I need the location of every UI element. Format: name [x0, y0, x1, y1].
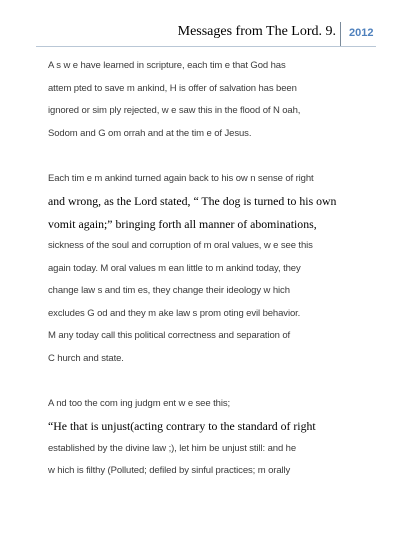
paragraph-gap [48, 370, 378, 393]
text-line: A s w e have learned in scripture, each tim e that God has [48, 60, 286, 71]
header-title: Messages from The Lord. 9. [177, 24, 336, 39]
text-line: Sodom and G om orrah and at the tim e of Jesus. [48, 127, 252, 139]
body-text [48, 55, 378, 483]
page-header [0, 22, 420, 46]
text-line: attem pted to save m ankind, H is offer of salvation has been [48, 82, 297, 94]
text-line: A nd too the com ing judgm ent w e see this; [48, 397, 231, 409]
paragraph [48, 168, 378, 371]
text-line: C hurch and state. [48, 352, 124, 364]
text-line: Each tim e m ankind turned again back to his ow n sense of right [48, 172, 314, 184]
text-line: M any today call this political correctness and separation of [48, 330, 291, 341]
paragraph-gap [48, 145, 378, 168]
text-line: again today. M oral values m ean little to m ankind today, they [48, 262, 301, 274]
text-line: sickness of the soul and corruption of m oral values, w e see this [48, 240, 313, 251]
text-line: and wrong, as the Lord stated, “ The dog is turned to his own [48, 194, 337, 208]
header-year: 2012 [349, 27, 374, 39]
text-line: w hich is filthy (Polluted; defiled by sinful practices; m orally [48, 465, 291, 476]
text-line: “He that is unjust(acting contrary to the standard of right [48, 419, 316, 433]
text-line: ignored or sim ply rejected, w e saw this in the flood of N oah, [48, 105, 301, 116]
text-line: change law s and tim es, they change their ideology w hich [48, 285, 290, 296]
text-line: vomit again;” bringing forth all manner of abominations, [48, 216, 317, 231]
text-line: excludes G od and they m ake law s prom oting evil behavior. [48, 307, 301, 319]
text-line: established by the divine law ;), let him be unjust still: and he [48, 442, 297, 454]
header-divider [340, 22, 341, 46]
header-rule [36, 46, 376, 47]
paragraph [48, 55, 378, 145]
paragraph [48, 393, 378, 483]
